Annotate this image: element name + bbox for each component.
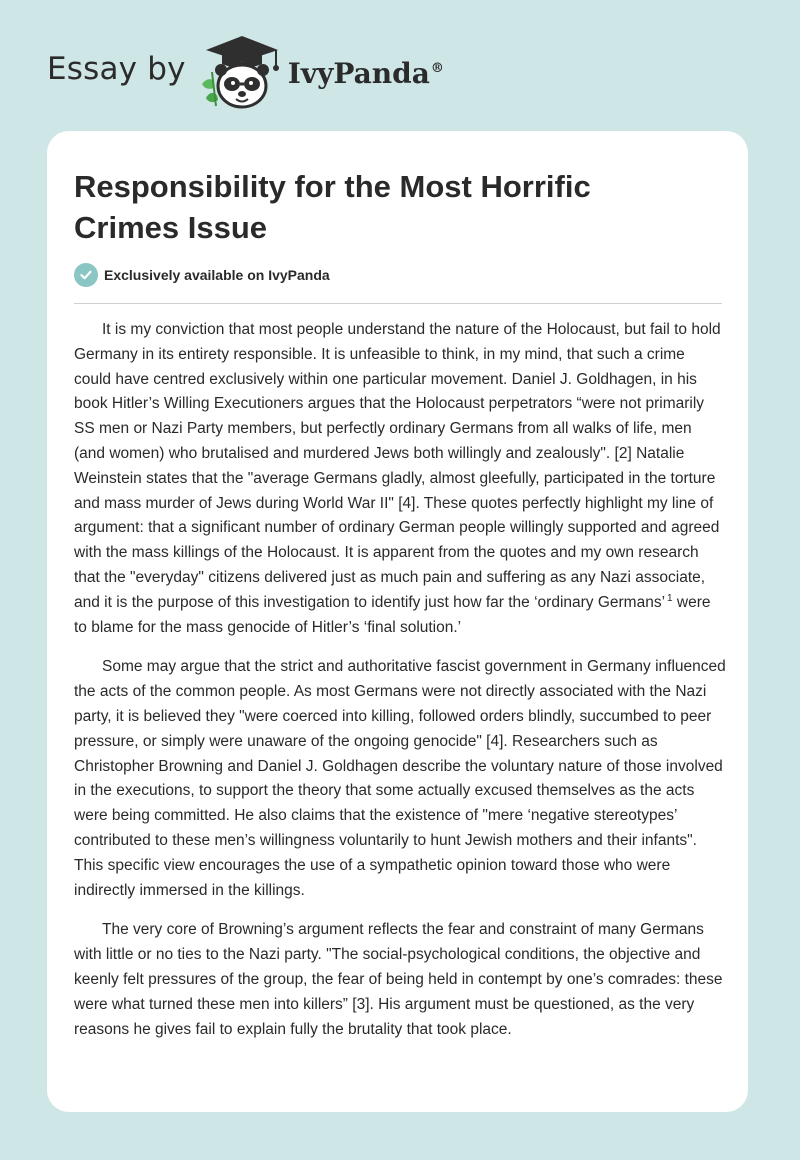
badge-text: Exclusively available on IvyPanda — [104, 267, 330, 283]
paragraph: It is my conviction that most people understand the nature of the Holocaust, but fail to hold Germany in its entirety responsible. It is unfeasible to think, in my mind, that such a crime could have centred exclusively within one particular movement. Daniel J. Goldhagen, in his book Hitler’s Willing Executioners argues that the Holocaust perpetrators “were not primarily SS men or Nazi Party members, but perfectly ordinary Germans from all walks of life, men (and women) who brutalised and murdered Jews both willingly and zealously". [2] Natalie Weinstein states that the "average Germans gladly, almost gleefully, participated in the torture and mass murder of Jews during World War II" [4]. These quotes perfectly highlight my line of argument: that a significant number of ordinary German people willingly supported and agreed with the mass killings of the Holocaust. It is apparent from the quotes and my own research that the "everyday" citizens delivered just as much pain and suffering as any Nazi associate, and it is the purpose of this investigation to identify just how far the ‘ordinary Germans’ $^1$ were to blame for the mass genocide of Hitler’s ‘final solution.’ — [74, 321, 721, 636]
brand-name: IvyPanda® — [287, 56, 444, 90]
footnote-ref[interactable]: 1 — [667, 592, 673, 604]
registered-mark: ® — [430, 61, 444, 77]
paragraph: The very core of Browning’s argument reflects the fear and constraint of many Germans with little or no ties to the Nazi party. "The social-psychological conditions, the objective and keenly felt pressures of the group, the fear of being held in contempt by one’s comrades: these were what turned these men into killers” [3]. His argument must be questioned, as the very reasons he gives fail to explain fully the brutality that took place. — [74, 921, 723, 1038]
exclusive-badge — [74, 263, 330, 287]
page-title: Responsibility for the Most Horrific Crimes Issue — [74, 169, 591, 245]
site-header — [47, 32, 444, 112]
essay-body — [74, 318, 726, 1057]
panda-graduate-icon — [198, 32, 284, 112]
check-circle-icon — [74, 263, 98, 287]
brand-prefix: Essay by — [47, 51, 186, 87]
divider — [74, 303, 722, 304]
essay-card — [47, 131, 748, 1112]
paragraph: Some may argue that the strict and authoritative fascist government in Germany influenced the acts of the common people. As most Germans were not directly associated with the Nazi party, it is believed they "were coerced into killing, followed orders blindly, succumbed to peer pressure, or simply were unaware of the ongoing genocide" [4]. Researchers such as Christopher Browning and Daniel J. Goldhagen describe the voluntary nature of those involved in the executions, to support the theory that some actually excused themselves as the acts were being committed. He also claims that the existence of "mere ‘negative stereotypes’ contributed to these men’s willingness voluntarily to hunt Jewish mothers and their infants". This specific view encourages the use of a sympathetic opinion toward those who were indirectly immersed in the killings. — [74, 658, 726, 899]
